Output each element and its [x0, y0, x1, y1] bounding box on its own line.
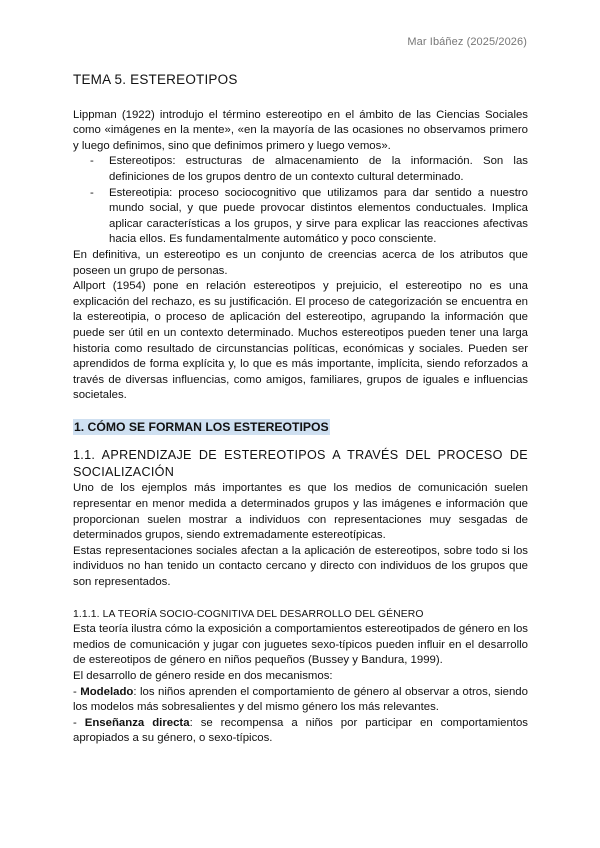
mechanism-modelado: [73, 685, 528, 716]
mechanism-prefix: -: [73, 716, 85, 729]
mechanism-text: : se recompensa a niños por participar en comportamientos apropiados a su género, o sexo-típicos.: [73, 716, 528, 745]
definition-paragraph: En definitiva, un estereotipo es un conjunto de creencias acerca de los atributos que poseen un grupo de personas.: [73, 248, 528, 277]
subsection-paragraph-2: Estas representaciones sociales afectan a la aplicación de estereotipos, sobre todo si los individuos no han tenido un contacto cercano y directo con individuos de los grupos que son representados.: [73, 544, 528, 589]
allport-paragraph: Allport (1954) pone en relación estereotipos y prejuicio, el estereotipo no es una explicación del rechazo, es su justificación. El proceso de categorización se encuentra en la estereotipia, o proceso de aplicación del estereotipo, agrupando la información que puede ser útil en un contexto determinado. Muchos estereotipos pueden tener una larga historia como resultado de circunstancias políticas, económicas y sociales. Pueden ser aprendidos de forma explícita y, lo que es más importante, implícita, siendo reforzados a través de diversas influencias, como amigos, familiares, grupos de iguales e influencias societales.: [73, 280, 528, 402]
subsection-paragraph-1: Uno de los ejemplos más importantes es que los medios de comunicación suelen representar en menor medida a determinados grupos y las imágenes e información que proporcionan suelen mostrar a individuos con representaciones muy sesgadas de determinados grupos, siendo extremadamente estereotípicas.: [73, 482, 528, 542]
page-title: TEMA 5. ESTEREOTIPOS: [73, 72, 238, 87]
subsection-heading-1-1: 1.1. APRENDIZAJE DE ESTEREOTIPOS A TRAVÉS DEL PROCESO DE SOCIALIZACIÓN: [73, 448, 528, 480]
mechanism-term: Enseñanza directa: [84, 716, 190, 729]
intro-paragraph: Lippman (1922) introdujo el término estereotipo en el ámbito de las Ciencias Sociales como «imágenes en la mente», «en la mayoría de las ocasiones no observamos primero y luego definimos, sino que definimos primero y luego vemos».: [73, 108, 528, 152]
document-body: [73, 72, 528, 747]
mechanism-ensenanza-directa: [73, 716, 528, 747]
header-author: Mar Ibáñez (2025/2026): [407, 36, 527, 48]
theory-paragraph: Esta teoría ilustra cómo la exposición a comportamientos estereotipados de género en los medios de comunicación y jugar con juguetes sexo-típicos pueden influir en el desarrollo de estereotipos de género en niños pequeños (Bussey y Bandura, 1999).: [73, 623, 528, 667]
list-item-estereotipia: - Estereotipia: proceso sociocognitivo que utilizamos para dar sentido a nuestro mundo social, y que puede provocar distintos elementos conductuales. Implica aplicar características a los grupos, y sirve para explicar las reacciones afectivas hacia ellos. Es fundamentalmente automático y poco consciente.: [109, 186, 528, 248]
mechanisms-intro: El desarrollo de género reside en dos mecanismos:: [73, 670, 333, 682]
section-heading-1-text: 1. CÓMO SE FORMAN LOS ESTEREOTIPOS: [74, 419, 329, 434]
mechanism-prefix: -: [73, 685, 81, 698]
list-item-estereotipos: - Estereotipos: estructuras de almacenamiento de la información. Son las definiciones de los grupos dentro de un contexto cultural determinado.: [109, 154, 528, 185]
section-heading-1: [73, 420, 528, 436]
definitions-list: [73, 154, 528, 248]
mechanism-term: Modelado: [80, 685, 134, 698]
mechanism-text: : los niños aprenden el comportamiento de género al observar a otros, siendo los modelos más sobresalientes y del mismo género los más relevantes.: [73, 685, 528, 714]
subsubsection-heading-1-1-1: 1.1.1. LA TEORÍA SOCIO-COGNITIVA DEL DESARROLLO DEL GÉNERO: [73, 608, 424, 620]
